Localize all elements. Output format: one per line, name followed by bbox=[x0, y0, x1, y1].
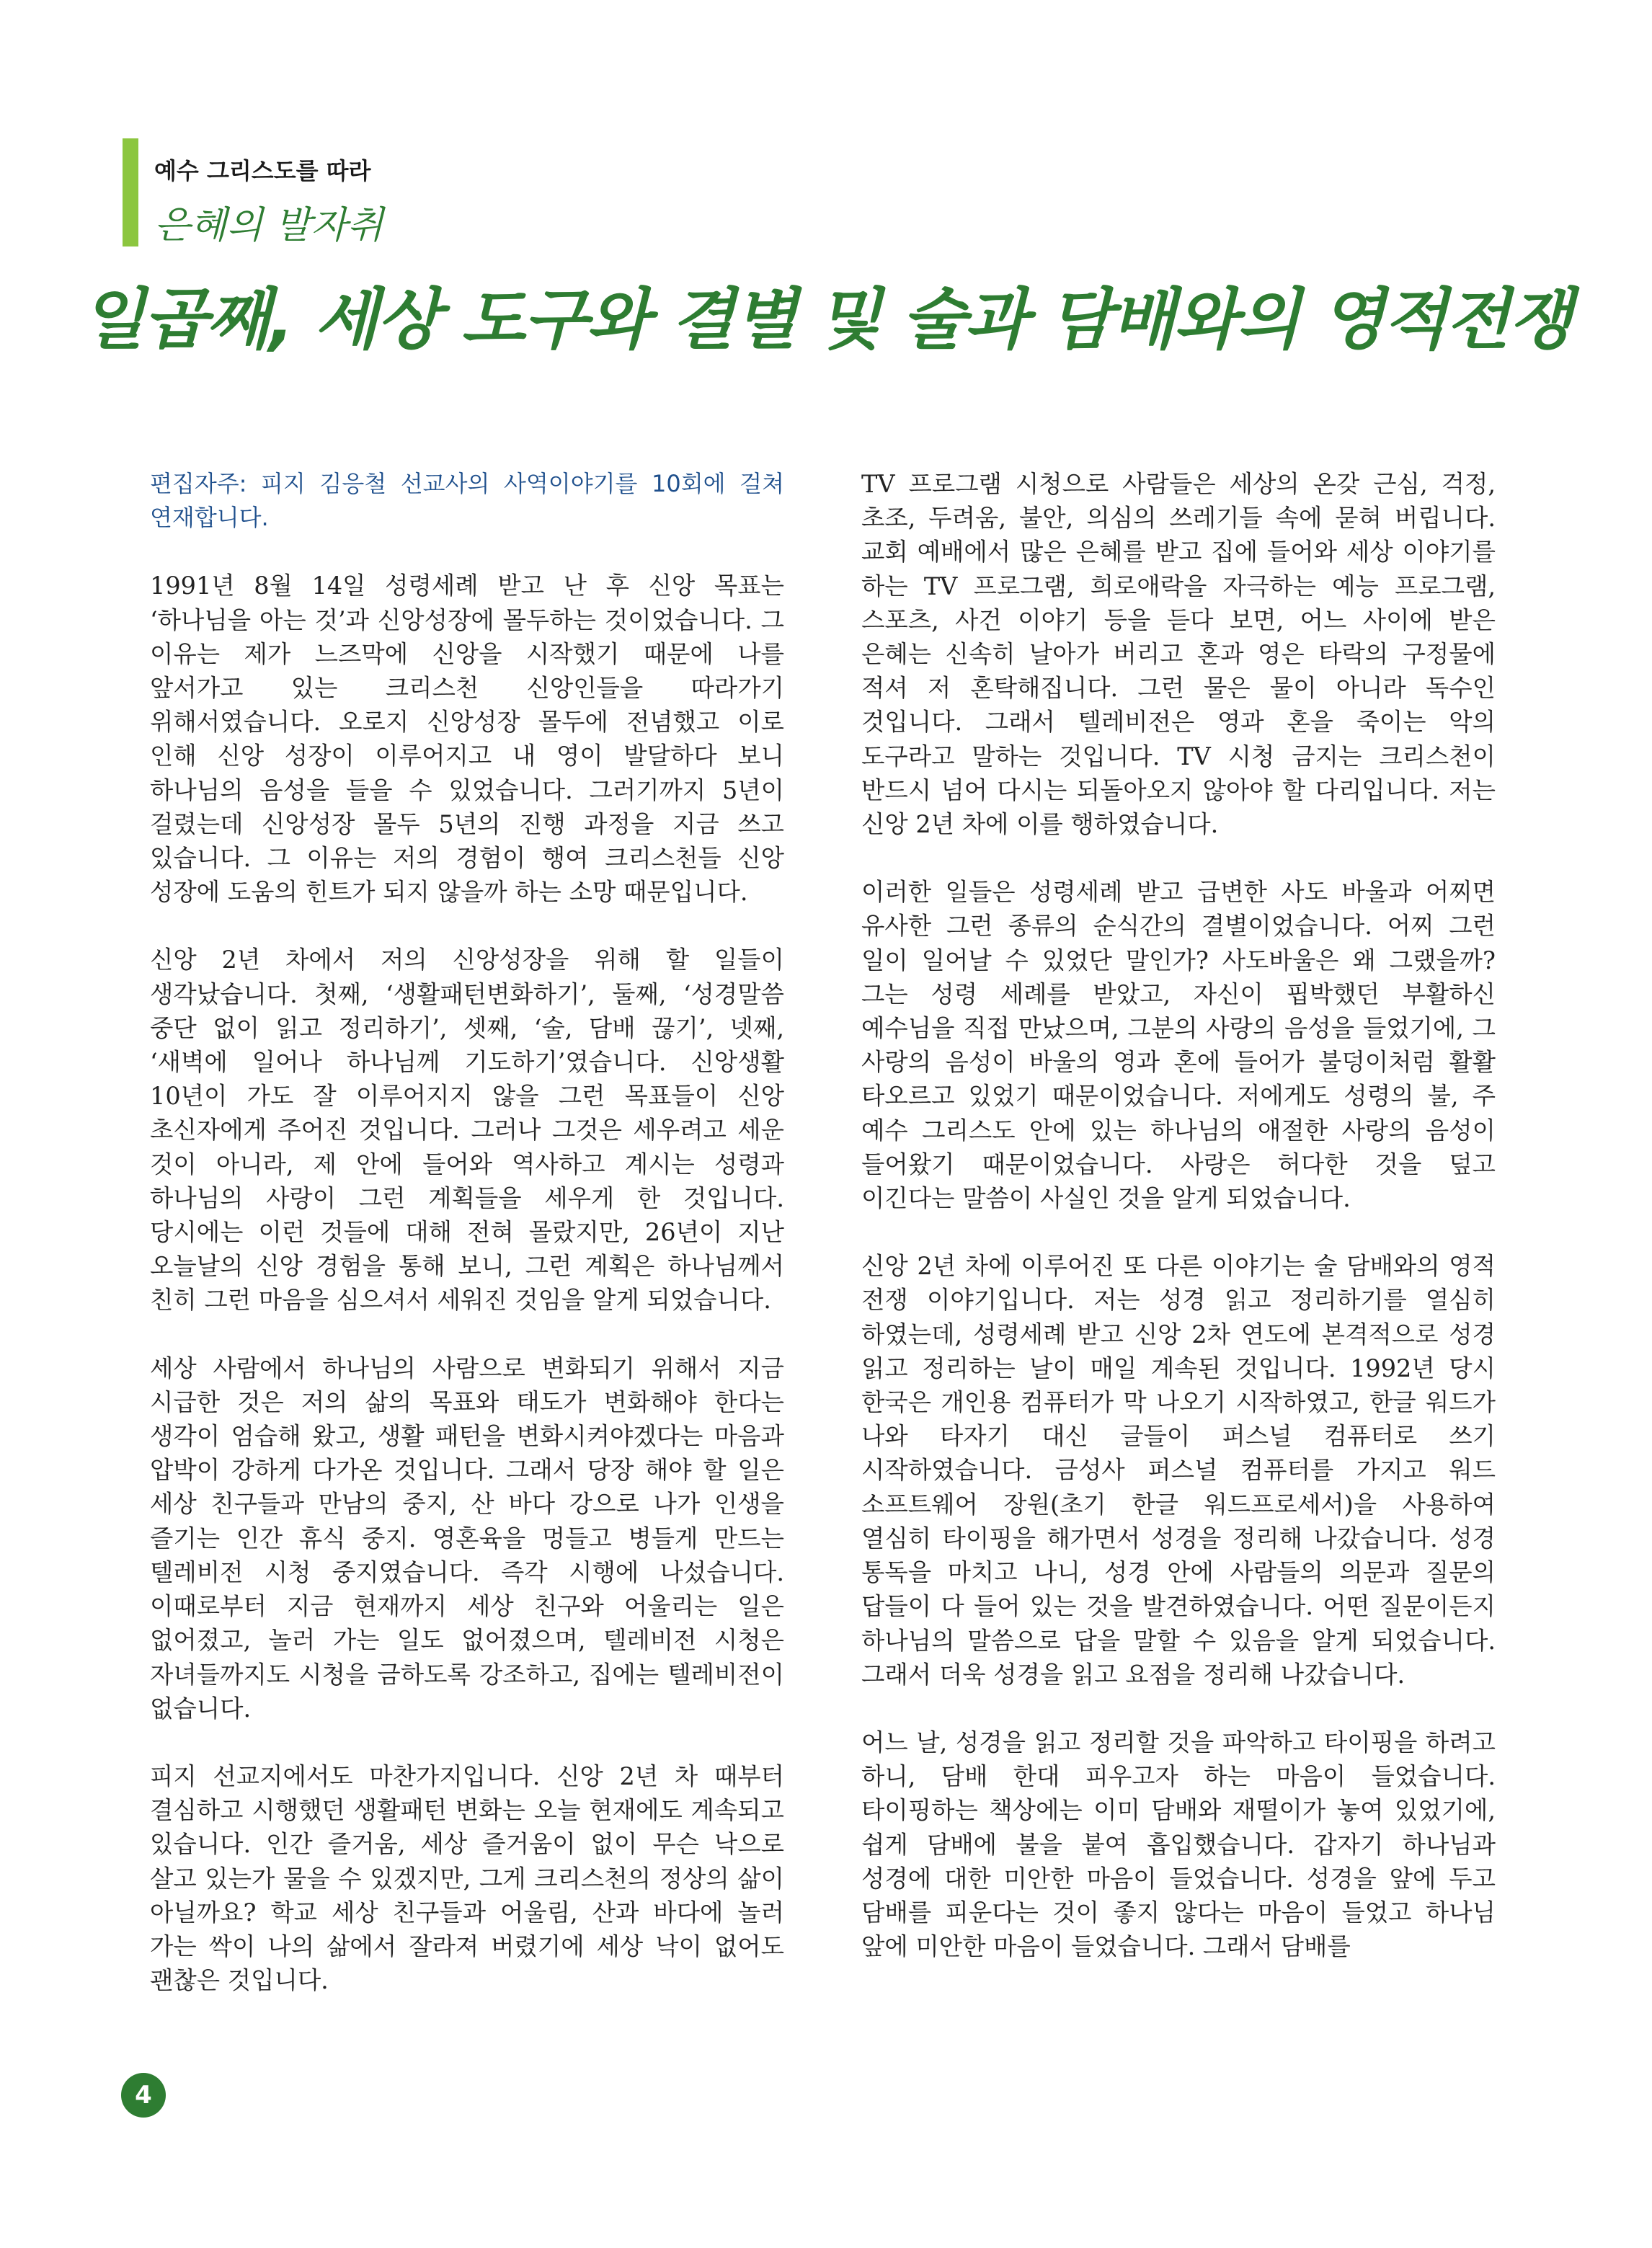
editor-note: 편집자주: 피지 김응철 선교사의 사역이야기를 10회에 걸쳐 연재합니다. bbox=[150, 470, 784, 532]
article-title: 일곱째, 세상 도구와 결별 및 술과 담배와의 영적전쟁 bbox=[81, 281, 1571, 358]
series-title: 은혜의 발자취 bbox=[154, 204, 383, 247]
paragraph: TV 프로그램 시청으로 사람들은 세상의 온갖 근심, 걱정, 초조, 두려움, 불안, 의심의 쓰레기들 속에 묻혀 버립니다. 교회 예배에서 많은 은혜를 받고 집에 들어와 세상 이야기를 하는 TV 프로그램, 희로애락을 자극하는 예능 프로그램, 스포츠, 사건 이야기 등을 듣다 보면, 어느 사이에 받은 은혜는 신속히 날아가 버리고 혼과 영은 타락의 구정물에 적셔 저 혼탁해집니다. 그런 물은 물이 아니라 독수인 것입니다. 그래서 텔레비전은 영과 혼을 죽이는 악의 도구라고 말하는 것입니다. TV 시청 금지는 크리스천이 반드시 넘어 다시는 되돌아오지 않아야 할 다리입니다. 저는 신앙 2년 차에 이를 행하였습니다. bbox=[861, 470, 1496, 839]
series-label: 예수 그리스도를 따라 bbox=[154, 157, 371, 185]
page-number: 4 bbox=[121, 2073, 166, 2118]
paragraph: 어느 날, 성경을 읽고 정리할 것을 파악하고 타이핑을 하려고 하니, 담배 한대 피우고자 하는 마음이 들었습니다. 타이핑하는 책상에는 이미 담배와 재떨이가 놓여 있었기에, 쉽게 담배에 불을 붙여 흡입했습니다. 갑자기 하나님과 성경에 대한 미안한 마음이 들었습니다. 성경을 앞에 두고 담배를 피운다는 것이 좋지 않다는 마음이 들었고 하나님 앞에 미안한 마음이 들었습니다. 그래서 담배를 bbox=[861, 1728, 1496, 1961]
left-column bbox=[150, 467, 784, 2031]
right-column bbox=[861, 467, 1496, 1997]
paragraph: 신앙 2년 차에서 저의 신앙성장을 위해 할 일들이 생각났습니다. 첫째, ‘생활패턴변화하기’, 둘째, ‘성경말씀 중단 없이 읽고 정리하기’, 셋째, ‘술, 담배 끊기’, 넷째, ‘새벽에 일어나 하나님께 기도하기’였습니다. 신앙생활 10년이 가도 잘 이루어지지 않을 그런 목표들이 신앙 초신자에게 주어진 것입니다. 그러나 그것은 세우려고 세운 것이 아니라, 제 안에 들어와 역사하고 계시는 성령과 하나님의 사랑이 그런 계획들을 세우게 한 것입니다. 당시에는 이런 것들에 대해 전혀 몰랐지만, 26년이 지난 오늘날의 신앙 경험을 통해 보니, 그런 계획은 하나님께서 친히 그런 마음을 심으셔서 세워진 것임을 알게 되었습니다. bbox=[150, 946, 784, 1315]
paragraph: 세상 사람에서 하나님의 사람으로 변화되기 위해서 지금 시급한 것은 저의 삶의 목표와 태도가 변화해야 한다는 생각이 엄습해 왔고, 생활 패턴을 변화시켜야겠다는 마음과 압박이 강하게 다가온 것입니다. 그래서 당장 해야 할 일은 세상 친구들과 만남의 중지, 산 바다 강으로 나가 인생을 즐기는 인간 휴식 중지. 영혼육을 멍들고 병들게 만드는 텔레비전 시청 중지였습니다. 즉각 시행에 나섰습니다. 이때로부터 지금 현재까지 세상 친구와 어울리는 일은 없어졌고, 놀러 가는 일도 없어졌으며, 텔레비전 시청은 자녀들까지도 시청을 금하도록 강조하고, 집에는 텔레비전이 없습니다. bbox=[150, 1354, 784, 1723]
paragraph: 피지 선교지에서도 마찬가지입니다. 신앙 2년 차 때부터 결심하고 시행했던 생활패턴 변화는 오늘 현재에도 계속되고 있습니다. 인간 즐거움, 세상 즐거움이 없이 무슨 낙으로 살고 있는가 물을 수 있겠지만, 그게 크리스천의 정상의 삶이 아닐까요? 학교 세상 친구들과 어울림, 산과 바다에 놀러 가는 싹이 나의 삶에서 잘라져 버렸기에 세상 낙이 없어도 괜찮은 것입니다. bbox=[150, 1761, 784, 1995]
paragraph: 이러한 일들은 성령세례 받고 급변한 사도 바울과 어찌면 유사한 그런 종류의 순식간의 결별이었습니다. 어찌 그런 일이 일어날 수 있었단 말인가? 사도바울은 왜 그랬을까? 그는 성령 세례를 받았고, 자신이 핍박했던 부활하신 예수님을 직접 만났으며, 그분의 사랑의 음성을 들었기에, 그 사랑의 음성이 바울의 영과 혼에 들어가 불덩이처럼 활활 타오르고 있었기 때문이었습니다. 저에게도 성령의 불, 주 예수 그리스도 안에 있는 하나님의 애절한 사랑의 음성이 들어왔기 때문이었습니다. 사랑은 허다한 것을 덮고 이긴다는 말씀이 사실인 것을 알게 되었습니다. bbox=[861, 878, 1496, 1213]
paragraph: 1991년 8월 14일 성령세례 받고 난 후 신앙 목표는 ‘하나님을 아는 것’과 신앙성장에 몰두하는 것이었습니다. 그 이유는 제가 느즈막에 신앙을 시작했기 때문에 나를 앞서가고 있는 크리스천 신앙인들을 따라가기 위해서였습니다. 오로지 신앙성장 몰두에 전념했고 이로 인해 신앙 성장이 이루어지고 내 영이 발달하다 보니 하나님의 음성을 들을 수 있었습니다. 그러기까지 5년이 걸렸는데 신앙성장 몰두 5년의 진행 과정을 지금 쓰고 있습니다. 그 이유는 저의 경험이 행여 크리스천들 신앙 성장에 도움의 힌트가 되지 않을까 하는 소망 때문입니다. bbox=[150, 572, 784, 907]
paragraph: 신앙 2년 차에 이루어진 또 다른 이야기는 술 담배와의 영적 전쟁 이야기입니다. 저는 성경 읽고 정리하기를 열심히 하였는데, 성령세례 받고 신앙 2차 연도에 본격적으로 성경 읽고 정리하는 날이 매일 계속된 것입니다. 1992년 당시 한국은 개인용 컴퓨터가 막 나오기 시작하였고, 한글 워드가 나와 타자기 대신 글들이 퍼스널 컴퓨터로 쓰기 시작하였습니다. 금성사 퍼스널 컴퓨터를 가지고 워드 소프트웨어 장원(초기 한글 워드프로세서)을 사용하여 열심히 타이핑을 해가면서 성경을 정리해 나갔습니다. 성경 통독을 마치고 나니, 성경 안에 사람들의 의문과 질문의 답들이 다 들어 있는 것을 발견하였습니다. 어떤 질문이든지 하나님의 말씀으로 답을 말할 수 있음을 알게 되었습니다. 그래서 더욱 성경을 읽고 요점을 정리해 나갔습니다. bbox=[861, 1252, 1496, 1689]
accent-bar bbox=[123, 138, 138, 246]
